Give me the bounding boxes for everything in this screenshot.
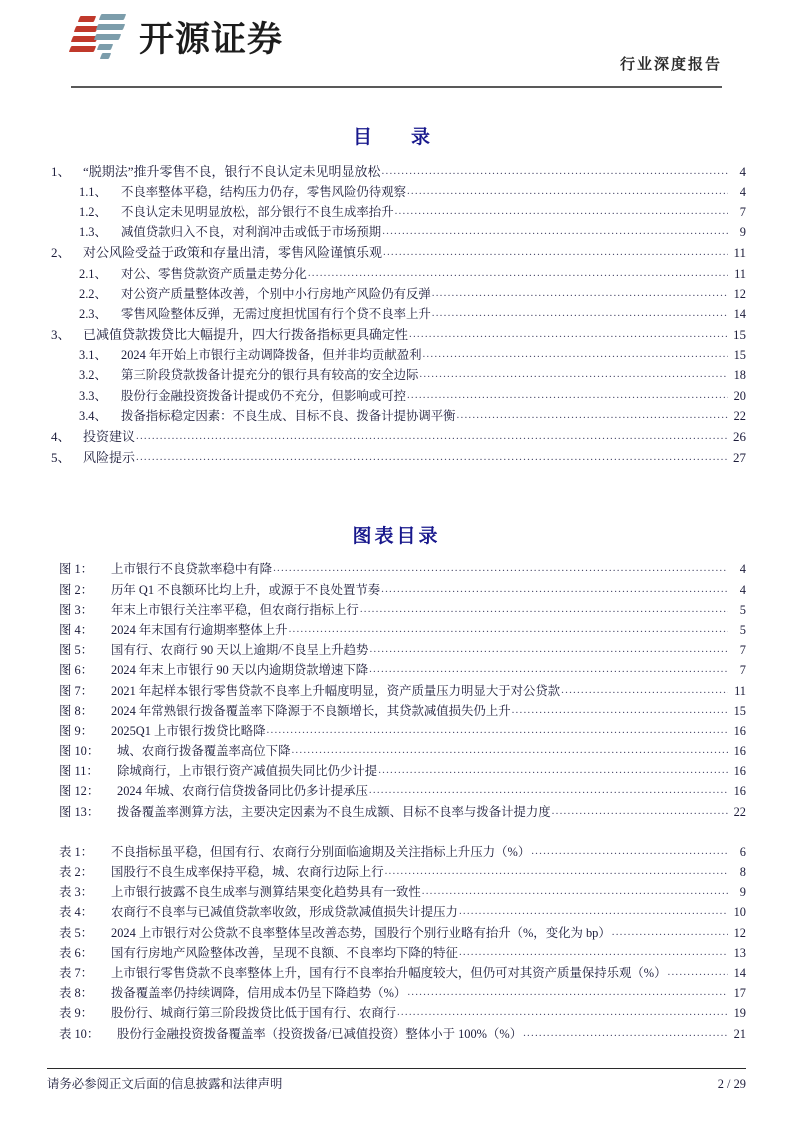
toc-entry[interactable] xyxy=(47,161,746,182)
toc-leader-dots xyxy=(382,226,728,237)
toc-title: 目 录 xyxy=(352,127,440,148)
toc-entry-page: 14 xyxy=(733,306,746,321)
toc-entry-page: 20 xyxy=(733,388,746,403)
table-entry-page: 21 xyxy=(733,1026,746,1041)
toc-leader-dots xyxy=(395,206,728,217)
figure-entry[interactable] xyxy=(47,600,746,620)
table-entry-number: 表 5： xyxy=(59,925,94,940)
toc-entry-label: 减值贷款归入不良，对利润冲击或低于市场预期 xyxy=(121,225,382,240)
toc-leader-dots xyxy=(383,247,728,258)
toc-leader-dots xyxy=(381,584,728,595)
figure-entry-page: 16 xyxy=(733,764,746,779)
toc-entry[interactable] xyxy=(47,406,746,426)
table-entry-label: 拨备覆盖率仍持续调降，信用成本仍呈下降趋势（%） xyxy=(111,986,407,1001)
figure-entry-page: 11 xyxy=(734,683,746,698)
toc-entry-label: 第三阶段贷款拨备计提充分的银行具有较高的安全边际 xyxy=(121,368,419,383)
figure-entry-page: 15 xyxy=(733,703,746,718)
toc-entry[interactable] xyxy=(47,304,746,324)
toc-leader-dots xyxy=(512,705,728,716)
report-type-label: 行业深度报告 xyxy=(619,57,722,73)
toc-entry-label: 对公风险受益于政策和存量出清，零售风险谨慎乐观 xyxy=(83,245,383,261)
toc-entry-number: 3.1、 xyxy=(79,348,107,363)
toc-leader-dots xyxy=(289,624,728,635)
toc-leader-dots xyxy=(432,288,728,299)
toc-entry-number: 3.2、 xyxy=(79,368,107,383)
toc-leader-dots xyxy=(360,604,728,615)
figure-entry-page: 5 xyxy=(739,622,746,637)
table-list xyxy=(47,842,746,1044)
table-entry-page: 12 xyxy=(733,925,746,940)
toc-entry[interactable] xyxy=(47,243,746,264)
table-entry-page: 6 xyxy=(739,844,746,859)
figure-entry-label: 2024 年常熟银行拨备覆盖率下降源于不良额增长，其贷款减值损失仍上升 xyxy=(111,703,511,718)
figure-entry-page: 22 xyxy=(733,804,746,819)
toc-entry-page: 11 xyxy=(733,245,746,261)
figure-entry[interactable] xyxy=(47,721,746,741)
table-entry-number: 表 6： xyxy=(59,945,94,960)
toc-entry-label: “脱期法”推升零售不良，银行不良认定未见明显放松 xyxy=(83,163,381,179)
toc-entry-page: 7 xyxy=(739,204,746,219)
table-entry-label: 国股行不良生成率保持平稳，城、农商行边际上行 xyxy=(111,865,384,880)
toc-entry-number: 5、 xyxy=(51,450,71,466)
toc-entry-number: 3.4、 xyxy=(79,408,107,423)
toc-leader-dots xyxy=(531,846,728,857)
figure-entry-number: 图 12： xyxy=(59,784,100,799)
figure-entry-label: 除城商行，上市银行资产减值损失同比仍少计提 xyxy=(117,764,378,779)
toc-entry[interactable] xyxy=(47,264,746,284)
table-entry-label: 上市银行披露不良生成率与测算结果变化趋势具有一致性 xyxy=(111,885,421,900)
toc-entry-page: 27 xyxy=(733,450,746,466)
toc-leader-dots xyxy=(432,308,728,319)
toc-entry-number: 4、 xyxy=(51,429,71,445)
toc-leader-dots xyxy=(612,927,728,938)
toc-entry[interactable] xyxy=(47,202,746,222)
toc-entry[interactable] xyxy=(47,223,746,243)
toc-entry-number: 2、 xyxy=(51,245,71,261)
figure-entry-page: 16 xyxy=(733,723,746,738)
footer-page-number: 2 / 29 xyxy=(717,1077,746,1091)
toc-entry[interactable] xyxy=(47,448,746,469)
toc-leader-dots xyxy=(291,745,728,756)
toc-entry-label: 对公、零售贷款资产质量走势分化 xyxy=(121,266,307,281)
figure-entry[interactable] xyxy=(47,560,746,580)
toc-entry-page: 15 xyxy=(733,327,746,343)
figure-entry-label: 2024 年城、农商行信贷拨备同比仍多计提承压 xyxy=(117,784,368,799)
toc-entry-number: 1.1、 xyxy=(79,184,107,199)
toc-entry-label: 已减值贷款拨贷比大幅提升，四大行拨备指标更具确定性 xyxy=(83,327,409,343)
figure-entry[interactable] xyxy=(47,661,746,681)
table-entry-page: 13 xyxy=(733,945,746,960)
toc-entry-page: 4 xyxy=(739,184,746,199)
table-entry[interactable] xyxy=(47,984,746,1004)
figure-entry-number: 图 2： xyxy=(59,582,94,597)
figure-entry[interactable] xyxy=(47,762,746,782)
page-header xyxy=(47,0,746,96)
table-entry[interactable] xyxy=(47,1004,746,1024)
figure-entry-label: 2024 年末上市银行 90 天以内逾期贷款增速下降 xyxy=(111,663,369,678)
toc-leader-dots xyxy=(407,390,728,401)
figure-entry-number: 图 11： xyxy=(59,764,99,779)
figure-entry[interactable] xyxy=(47,782,746,802)
toc-entry-page: 26 xyxy=(733,429,746,445)
figure-entry-number: 图 13： xyxy=(59,804,100,819)
table-entry[interactable] xyxy=(47,1024,746,1044)
figure-entry-label: 拨备覆盖率测算方法，主要决定因素为不良生成额、目标不良率与拨备计提力度 xyxy=(117,804,551,819)
toc-entry-page: 22 xyxy=(733,408,746,423)
figure-entry-label: 2025Q1 上市银行拨贷比略降 xyxy=(111,723,266,738)
toc-entry-page: 18 xyxy=(733,368,746,383)
toc-entry-page: 15 xyxy=(733,348,746,363)
table-entry[interactable] xyxy=(47,883,746,903)
figure-toc-title: 图表目录 xyxy=(352,525,441,547)
toc-entry-number: 3、 xyxy=(51,327,71,343)
toc-entry-number: 3.3、 xyxy=(79,388,107,403)
footer-disclaimer: 请务必参阅正文后面的信息披露和法律声明 xyxy=(47,1077,283,1091)
figure-entry-page: 4 xyxy=(739,582,746,597)
figure-entry-page: 7 xyxy=(739,643,746,658)
table-entry[interactable] xyxy=(47,923,746,943)
toc-entry-page: 9 xyxy=(739,225,746,240)
brand-name: 开源证券 xyxy=(139,19,284,60)
toc-leader-dots xyxy=(308,268,728,279)
figure-entry[interactable] xyxy=(47,641,746,661)
toc-leader-dots xyxy=(407,987,728,998)
toc-entry-page: 11 xyxy=(734,266,746,281)
figure-entry-label: 上市银行不良贷款率稳中有降 xyxy=(111,562,273,577)
toc-entry[interactable] xyxy=(47,346,746,366)
figure-entry-page: 7 xyxy=(739,663,746,678)
figure-entry-number: 图 3： xyxy=(59,602,94,617)
table-entry-label: 股份行金融投资拨备覆盖率（投资拨备/已减值投资）整体小于 100%（%） xyxy=(117,1026,523,1041)
toc-entry-label: 风险提示 xyxy=(83,450,136,466)
toc-entry[interactable] xyxy=(47,366,746,386)
page-footer xyxy=(47,1068,746,1093)
table-entry-label: 国有行房地产风险整体改善，呈现不良额、不良率均下降的特征 xyxy=(111,945,458,960)
toc-leader-dots xyxy=(422,349,728,360)
table-entry-number: 表 9： xyxy=(59,1006,94,1021)
toc-leader-dots xyxy=(409,329,728,340)
figure-entry[interactable] xyxy=(47,701,746,721)
figure-entry-label: 年末上市银行关注率平稳，但农商行指标上行 xyxy=(111,602,359,617)
toc-leader-dots xyxy=(385,866,728,877)
figure-entry[interactable] xyxy=(47,620,746,640)
toc-leader-dots xyxy=(419,369,728,380)
figure-entry-number: 图 1： xyxy=(59,562,94,577)
toc-entry-label: 2024 年开始上市银行主动调降拨备，但并非均贡献盈利 xyxy=(121,348,422,363)
toc-leader-dots xyxy=(459,947,728,958)
table-entry-page: 17 xyxy=(733,986,746,1001)
toc-leader-dots xyxy=(273,563,728,574)
toc-list xyxy=(47,161,746,469)
toc-entry-label: 不良率整体平稳，结构压力仍存，零售风险仍待观察 xyxy=(121,184,406,199)
table-entry-label: 股份行、城商行第三阶段拨贷比低于国有行、农商行 xyxy=(111,1006,396,1021)
figure-entry-page: 4 xyxy=(739,562,746,577)
figure-entry-label: 历年 Q1 不良额环比均上升，或源于不良处置节奏 xyxy=(111,582,381,597)
table-entry-number: 表 2： xyxy=(59,865,94,880)
figure-entry[interactable] xyxy=(47,802,746,822)
figure-entry-page: 16 xyxy=(733,744,746,759)
figure-entry-number: 图 7： xyxy=(59,683,94,698)
toc-leader-dots xyxy=(267,725,728,736)
table-entry-number: 表 4： xyxy=(59,905,94,920)
toc-leader-dots xyxy=(369,785,728,796)
toc-leader-dots xyxy=(369,644,728,655)
figure-entry[interactable] xyxy=(47,742,746,762)
toc-entry-label: 拨备指标稳定因素：不良生成、目标不良、拨备计提协调平衡 xyxy=(121,408,456,423)
figure-entry-number: 图 9： xyxy=(59,723,94,738)
table-entry-number: 表 3： xyxy=(59,885,94,900)
toc-entry[interactable] xyxy=(47,426,746,447)
table-entry[interactable] xyxy=(47,842,746,862)
toc-leader-dots xyxy=(136,452,728,463)
toc-entry-number: 2.1、 xyxy=(79,266,107,281)
toc-entry-number: 1、 xyxy=(51,163,71,179)
toc-entry-page: 4 xyxy=(739,163,746,179)
toc-entry[interactable] xyxy=(47,386,746,406)
figure-entry-number: 图 6： xyxy=(59,663,94,678)
figure-entry-page: 5 xyxy=(739,602,746,617)
toc-leader-dots xyxy=(552,806,728,817)
kaiyuan-securities-logo-icon xyxy=(71,12,129,64)
toc-entry-number: 1.3、 xyxy=(79,225,107,240)
figure-entry-number: 图 10： xyxy=(59,744,100,759)
figure-entry-number: 图 8： xyxy=(59,703,94,718)
toc-entry-label: 股份行金融投资拨备计提或仍不充分，但影响或可控 xyxy=(121,388,406,403)
section-spacer xyxy=(47,822,746,836)
table-entry[interactable] xyxy=(47,963,746,983)
table-entry-number: 表 10： xyxy=(59,1026,100,1041)
footer-divider xyxy=(47,1068,746,1070)
figure-entry-label: 2021 年起样本银行零售贷款不良率上升幅度明显，资产质量压力明显大于对公贷款 xyxy=(111,683,561,698)
table-entry-number: 表 1： xyxy=(59,844,94,859)
table-entry-page: 10 xyxy=(733,905,746,920)
toc-entry-label: 对公资产质量整体改善，个别中小行房地产风险仍有反弹 xyxy=(121,286,431,301)
toc-leader-dots xyxy=(457,410,728,421)
toc-entry-label: 零售风险整体反弹，无需过度担忧国有行个贷不良率上升 xyxy=(121,306,431,321)
figure-list xyxy=(47,560,746,822)
table-entry[interactable] xyxy=(47,862,746,882)
table-entry-label: 不良指标虽平稳，但国有行、农商行分别面临逾期及关注指标上升压力（%） xyxy=(111,844,531,859)
toc-entry-number: 2.2、 xyxy=(79,286,107,301)
brand-block xyxy=(71,12,283,64)
table-entry[interactable] xyxy=(47,943,746,963)
table-entry-label: 上市银行零售贷款不良率整体上升，国有行不良率抬升幅度较大，但仍可对其资产质量保持乐观（%） xyxy=(111,965,667,980)
toc-leader-dots xyxy=(561,685,728,696)
table-entry-page: 19 xyxy=(733,1006,746,1021)
figure-entry-page: 16 xyxy=(733,784,746,799)
table-entry-number: 表 7： xyxy=(59,965,94,980)
toc-leader-dots xyxy=(369,664,728,675)
toc-leader-dots xyxy=(459,906,728,917)
toc-entry-label: 不良认定未见明显放松，部分银行不良生成率抬升 xyxy=(121,204,394,219)
table-entry[interactable] xyxy=(47,903,746,923)
figure-entry-label: 2024 年末国有行逾期率整体上升 xyxy=(111,622,288,637)
toc-leader-dots xyxy=(422,886,728,897)
figure-entry-number: 图 4： xyxy=(59,622,94,637)
table-entry-number: 表 8： xyxy=(59,986,94,1001)
figure-entry-label: 城、农商行拨备覆盖率高位下降 xyxy=(117,744,291,759)
figure-entry-label: 国有行、农商行 90 天以上逾期/不良呈上升趋势 xyxy=(111,643,369,658)
figure-entry[interactable] xyxy=(47,681,746,701)
table-entry-page: 9 xyxy=(739,885,746,900)
toc-leader-dots xyxy=(668,967,728,978)
toc-entry[interactable] xyxy=(47,284,746,304)
figure-entry[interactable] xyxy=(47,580,746,600)
toc-entry-label: 投资建议 xyxy=(83,429,136,445)
table-entry-label: 2024 上市银行对公贷款不良率整体呈改善态势，国股行个别行业略有抬升（%，变化为 bp） xyxy=(111,925,611,940)
toc-leader-dots xyxy=(397,1007,728,1018)
figure-entry-number: 图 5： xyxy=(59,643,94,658)
table-entry-label: 农商行不良率与已减值贷款率收敛，形成贷款减值损失计提压力 xyxy=(111,905,458,920)
toc-leader-dots xyxy=(378,765,728,776)
toc-entry-number: 1.2、 xyxy=(79,204,107,219)
toc-entry-number: 2.3、 xyxy=(79,306,107,321)
toc-entry-page: 12 xyxy=(733,286,746,301)
toc-leader-dots xyxy=(136,431,728,442)
header-divider xyxy=(71,86,722,88)
toc-entry[interactable] xyxy=(47,325,746,346)
toc-leader-dots xyxy=(523,1028,728,1039)
table-entry-page: 8 xyxy=(739,865,746,880)
toc-leader-dots xyxy=(382,166,728,177)
toc-entry[interactable] xyxy=(47,182,746,202)
table-entry-page: 14 xyxy=(733,965,746,980)
toc-leader-dots xyxy=(407,186,728,197)
